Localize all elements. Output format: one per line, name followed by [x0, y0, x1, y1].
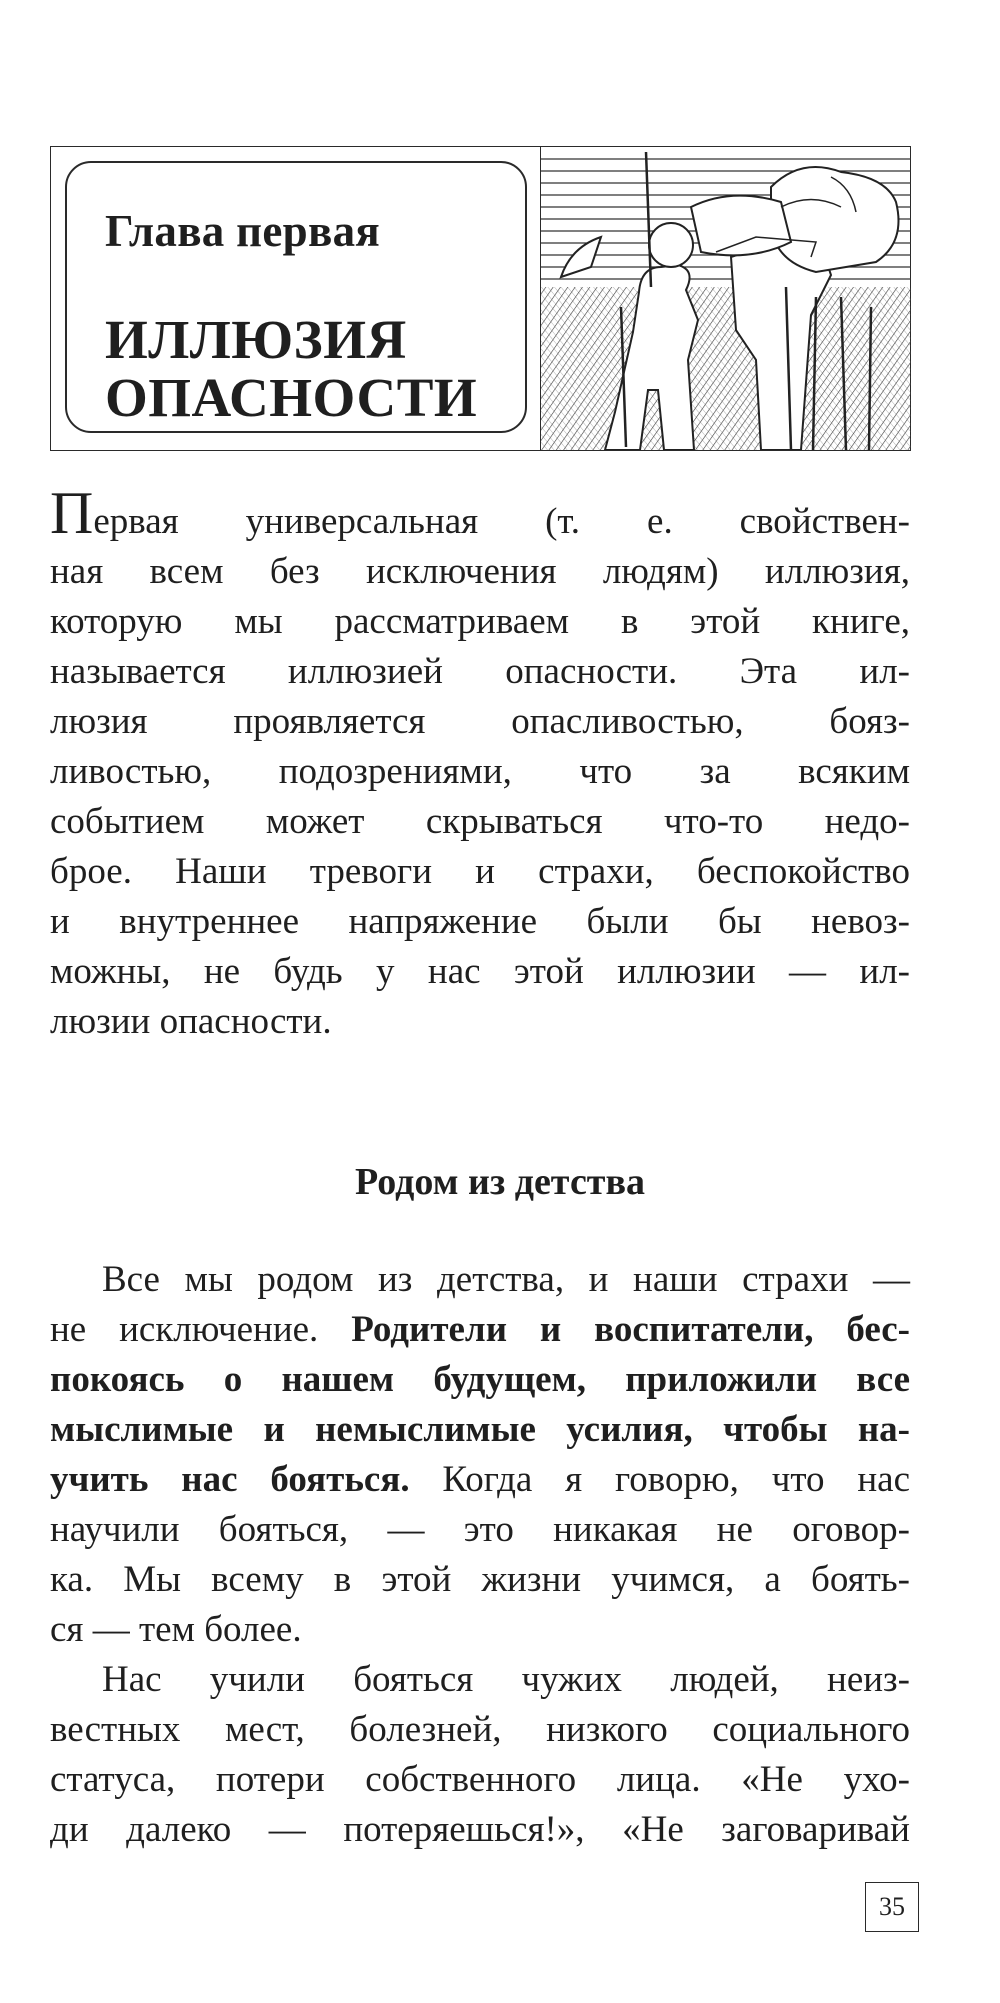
- chapter-title-line-2: ОПАСНОСТИ: [105, 367, 478, 428]
- paragraph-2-line-6: научили бояться, — это никакая не оговор-: [50, 1509, 910, 1550]
- paragraph-1-line-2: ная всем без исключения людям) иллюзия,: [50, 551, 910, 592]
- paragraph-2-line-2: не исключение. Родители и воспитатели, бес-: [50, 1309, 910, 1350]
- section-heading: Родом из детства: [355, 1161, 645, 1203]
- drop-cap: П: [50, 480, 94, 546]
- paragraph-3-line-2: вестных мест, болезней, низкого социального: [50, 1709, 910, 1750]
- paragraph-2-line-4: мыслимые и немыслимые усилия, чтобы на-: [50, 1409, 910, 1450]
- chapter-header: [50, 146, 911, 451]
- paragraph-1-line-9: и внутреннее напряжение были бы невоз-: [50, 901, 910, 942]
- chapter-illustration: [540, 147, 911, 450]
- paragraph-3-line-1: Нас учили бояться чужих людей, неиз-: [102, 1659, 910, 1700]
- page-number: 35: [865, 1882, 919, 1932]
- paragraph-2-line-1: Все мы родом из детства, и наши страхи —: [102, 1259, 910, 1300]
- paragraph-3: [50, 1655, 910, 1855]
- paragraph-1-line-10: можны, не будь у нас этой иллюзии — ил-: [50, 951, 910, 992]
- chapter-label: Глава первая: [105, 206, 381, 256]
- paragraph-2-line-3: покоясь о нашем будущем, приложили все: [50, 1359, 910, 1400]
- paragraph-1-line-6: ливостью, подозрениями, что за всяким: [50, 751, 910, 792]
- paragraph-2: [50, 1255, 910, 1655]
- paragraph-1-line-11: люзии опасности.: [50, 1001, 332, 1042]
- chapter-title: [105, 311, 477, 427]
- paragraph-2-line-8: ся — тем более.: [50, 1609, 302, 1650]
- paragraph-2-line-7: ка. Мы всему в этой жизни учимся, а боять-: [50, 1559, 910, 1600]
- paragraph-1: [50, 480, 910, 1047]
- paragraph-2-line-5: учить нас бояться. Когда я говорю, что нас: [50, 1459, 910, 1500]
- paragraph-1-line-8: брое. Наши тревоги и страхи, беспокойство: [50, 851, 910, 892]
- chapter-title-line-1: ИЛЛЮЗИЯ: [105, 309, 407, 370]
- paragraph-1-line-3: которую мы рассматриваем в этой книге,: [50, 601, 910, 642]
- paragraph-1-line-5: люзия проявляется опасливостью, бояз-: [50, 701, 910, 742]
- paragraph-3-line-3: статуса, потери собственного лица. «Не ухо-: [50, 1759, 910, 1800]
- paragraph-1-line-4: называется иллюзией опасности. Эта ил-: [50, 651, 910, 692]
- chapter-title-panel: [65, 161, 527, 433]
- paragraph-3-line-4: ди далеко — потеряешься!», «Не заговаривай: [50, 1809, 910, 1850]
- paragraph-1-line-7: событием может скрываться что-то недо-: [50, 801, 910, 842]
- paragraph-1-line-1: Первая универсальная (т. е. свойствен-: [50, 480, 910, 546]
